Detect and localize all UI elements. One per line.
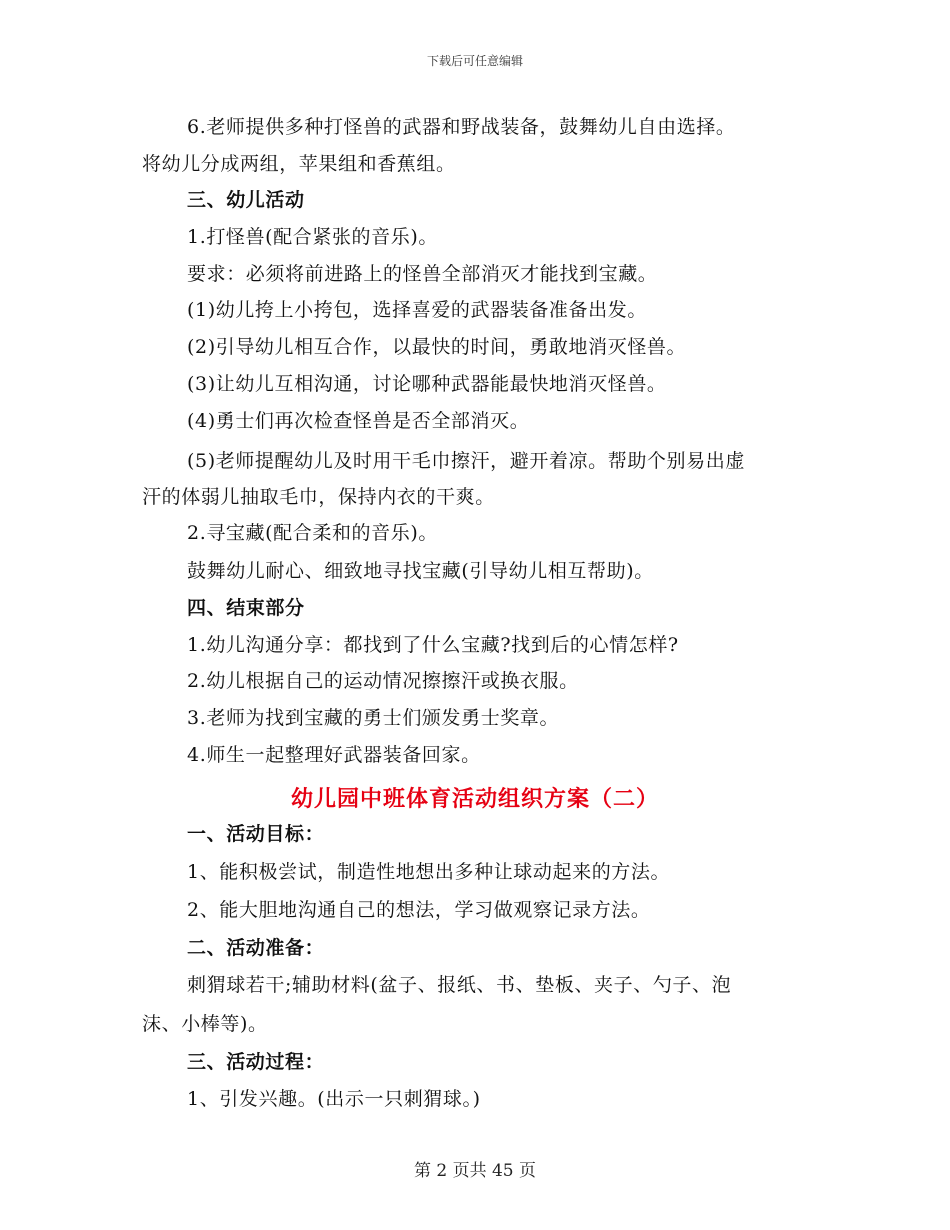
list-item: 1.幼儿沟通分享：都找到了什么宝藏?找到后的心情怎样? <box>187 634 679 656</box>
list-item: 3.老师为找到宝藏的勇士们颁发勇士奖章。 <box>187 707 560 729</box>
page-footer: 第 2 页共 45 页 <box>413 1161 537 1181</box>
list-item: (5)老师提醒幼儿及时用干毛巾擦汗，避开着凉。帮助个别易出虚 <box>187 450 745 472</box>
list-item: 1.打怪兽(配合紧张的音乐)。 <box>187 226 438 248</box>
document-title: 幼儿园中班体育活动组织方案（二） <box>290 786 659 812</box>
paragraph-line: 汗的体弱儿抽取毛巾，保持内衣的干爽。 <box>142 486 495 508</box>
list-item: 2.幼儿根据自己的运动情况擦擦汗或换衣服。 <box>187 670 579 692</box>
list-item: 2.寻宝藏(配合柔和的音乐)。 <box>187 522 438 544</box>
section-heading: 一、活动目标： <box>187 823 325 845</box>
page-header: 下载后可任意编辑 <box>426 54 523 68</box>
section-heading: 二、活动准备： <box>187 937 325 959</box>
list-item: (3)让幼儿互相沟通，讨论哪种武器能最快地消灭怪兽。 <box>187 373 667 395</box>
paragraph-line: 沫、小棒等)。 <box>142 1013 268 1035</box>
section-heading: 三、活动过程： <box>187 1051 325 1073</box>
section-heading: 三、幼儿活动 <box>187 189 305 211</box>
list-item: (4)勇士们再次检查怪兽是否全部消灭。 <box>187 410 530 432</box>
paragraph-line: 6.老师提供多种打怪兽的武器和野战装备，鼓舞幼儿自由选择。 <box>187 116 736 138</box>
paragraph-line: 刺猬球若干;辅助材料(盆子、报纸、书、垫板、夹子、勺子、泡 <box>187 974 732 996</box>
paragraph-line: 鼓舞幼儿耐心、细致地寻找宝藏(引导幼儿相互帮助)。 <box>187 560 654 582</box>
paragraph-line: 将幼儿分成两组，苹果组和香蕉组。 <box>142 153 456 175</box>
list-item: (1)幼儿挎上小挎包，选择喜爱的武器装备准备出发。 <box>187 299 647 321</box>
list-item: 1、能积极尝试，制造性地想出多种让球动起来的方法。 <box>187 861 671 883</box>
list-item: 2、能大胆地沟通自己的想法，学习做观察记录方法。 <box>187 899 651 921</box>
list-item: 4.师生一起整理好武器装备回家。 <box>187 744 481 766</box>
list-item: 1、引发兴趣。(出示一只刺猬球。) <box>187 1088 481 1110</box>
section-heading: 四、结束部分 <box>187 597 305 619</box>
paragraph-line: 要求：必须将前进路上的怪兽全部消灭才能找到宝藏。 <box>187 263 658 285</box>
list-item: (2)引导幼儿相互合作，以最快的时间，勇敢地消灭怪兽。 <box>187 336 687 358</box>
